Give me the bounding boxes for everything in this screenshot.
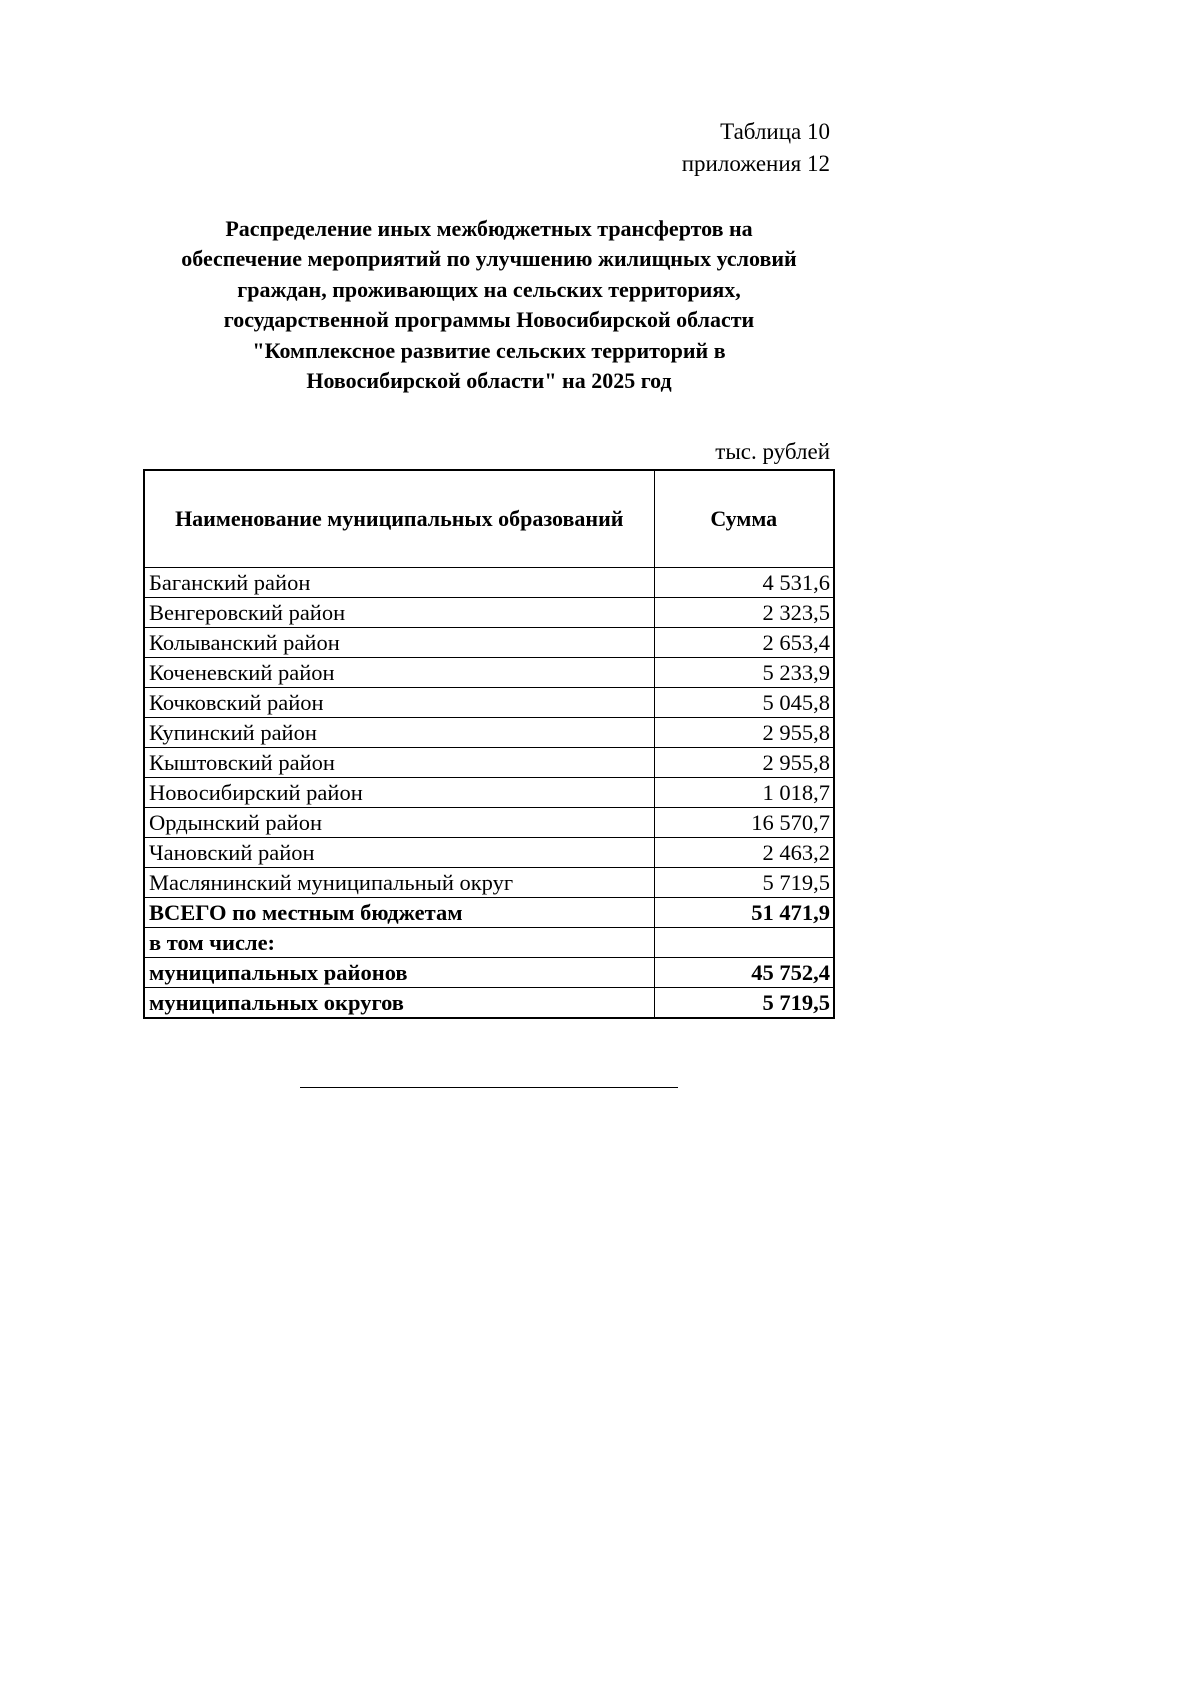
amount-value: 4 531,6 [654,568,834,598]
amount-value: 5 045,8 [654,688,834,718]
amount-value: 1 018,7 [654,778,834,808]
units-label: тыс. рублей [715,439,830,464]
title-line: государственной программы Новосибирской области [223,307,755,333]
table-number: Таблица 10 [720,119,830,144]
municipality-name: Чановский район [144,838,654,868]
column-header-name: Наименование муниципальных образований [144,470,654,568]
municipality-name: Маслянинский муниципальный округ [144,868,654,898]
table-row [144,808,834,838]
table-row [144,568,834,598]
total-label: ВСЕГО по местным бюджетам [144,898,654,928]
municipality-name: Колыванский район [144,628,654,658]
amount-value: 2 653,4 [654,628,834,658]
municipality-name: Венгеровский район [144,598,654,628]
table-row [144,868,834,898]
municipality-name: Купинский район [144,718,654,748]
municipality-name: Баганский район [144,568,654,598]
amount-value: 2 323,5 [654,598,834,628]
amount-value: 2 955,8 [654,748,834,778]
subtotal-row [144,958,834,988]
amount-value: 5 719,5 [654,868,834,898]
table-row [144,628,834,658]
title-line: Новосибирской области" на 2025 год [306,368,672,394]
amount-value: 5 233,9 [654,658,834,688]
subtotal-label: муниципальных округов [144,988,654,1019]
appendix-number: приложения 12 [681,151,830,176]
municipality-name: Ордынский район [144,808,654,838]
amount-value: 2 955,8 [654,718,834,748]
table-reference [682,116,830,180]
amount-value: 2 463,2 [654,838,834,868]
including-value [654,928,834,958]
title-line: граждан, проживающих на сельских территориях, [237,276,741,302]
including-label: в том числе: [144,928,654,958]
table-row [144,778,834,808]
table-row [144,718,834,748]
subtotal-label: муниципальных районов [144,958,654,988]
document-title [109,214,869,396]
title-line: "Комплексное развитие сельских территорий в [252,337,726,363]
footer-rule [300,1087,678,1088]
subtotal-row [144,988,834,1019]
municipality-name: Коченевский район [144,658,654,688]
subtotal-value: 5 719,5 [654,988,834,1019]
title-line: Распределение иных межбюджетных трансфертов на [225,216,753,241]
transfers-table [143,469,835,1019]
municipality-name: Кыштовский район [144,748,654,778]
table-row [144,658,834,688]
table-row [144,598,834,628]
total-row [144,898,834,928]
municipality-name: Кочковский район [144,688,654,718]
subtotal-value: 45 752,4 [654,958,834,988]
municipality-name: Новосибирский район [144,778,654,808]
table-row [144,688,834,718]
table-row [144,838,834,868]
total-value: 51 471,9 [654,898,834,928]
amount-value: 16 570,7 [654,808,834,838]
title-line: обеспечение мероприятий по улучшению жилищных условий [181,246,797,272]
including-row [144,928,834,958]
table-row [144,748,834,778]
table-header-row [144,470,834,568]
column-header-sum: Сумма [654,470,834,568]
